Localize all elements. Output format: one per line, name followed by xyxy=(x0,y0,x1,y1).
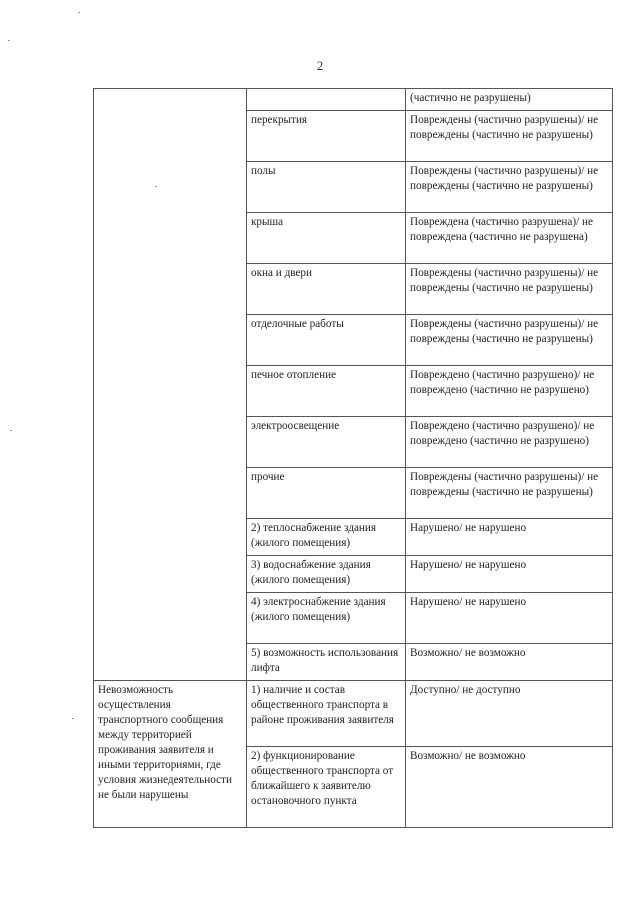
status-cell: Нарушено/ не нарушено xyxy=(406,519,613,556)
item-cell xyxy=(247,89,406,111)
status-cell: Повреждены (частично разрушены)/ не повреждены (частично не разрушены) xyxy=(406,111,613,162)
page-number: 2 xyxy=(316,58,324,73)
condition-cell: Невозможность осуществления транспортного сообщения между территорией проживания заявителя и иными территориями, где условия жизнедеятельности не были нарушены xyxy=(94,681,247,828)
status-cell: Повреждены (частично разрушены)/ не повреждены (частично не разрушены) xyxy=(406,468,613,519)
status-cell: Повреждены (частично разрушены)/ не повреждены (частично не разрушены) xyxy=(406,264,613,315)
status-cell: Повреждено (частично разрушено)/ не повреждено (частично не разрушено) xyxy=(406,366,613,417)
item-cell: отделочные работы xyxy=(247,315,406,366)
item-cell: перекрытия xyxy=(247,111,406,162)
item-cell: крыша xyxy=(247,213,406,264)
status-cell: Нарушено/ не нарушено xyxy=(406,556,613,593)
status-cell: Повреждены (частично разрушены)/ не повреждены (частично не разрушены) xyxy=(406,162,613,213)
scan-speck xyxy=(8,40,10,41)
scan-speck xyxy=(78,12,80,13)
item-cell: 2) теплоснабжение здания (жилого помещения) xyxy=(247,519,406,556)
assessment-table xyxy=(93,88,613,828)
item-cell: прочие xyxy=(247,468,406,519)
status-cell: Повреждены (частично разрушены)/ не повреждены (частично не разрушены) xyxy=(406,315,613,366)
table-row xyxy=(94,681,613,747)
item-cell: 3) водоснабжение здания (жилого помещения) xyxy=(247,556,406,593)
status-cell: Нарушено/ не нарушено xyxy=(406,593,613,644)
item-cell: печное отопление xyxy=(247,366,406,417)
item-cell: 5) возможность использования лифта xyxy=(247,644,406,681)
scan-speck xyxy=(10,430,12,431)
item-cell: 2) функционирование общественного транспорта от ближайшего к заявителю остановочного пункта xyxy=(247,747,406,828)
status-cell: Повреждено (частично разрушено)/ не повреждено (частично не разрушено) xyxy=(406,417,613,468)
item-cell: полы xyxy=(247,162,406,213)
table-row xyxy=(94,89,613,111)
scan-speck xyxy=(155,186,157,187)
status-cell: (частично не разрушены) xyxy=(406,89,613,111)
scan-speck xyxy=(72,718,74,719)
item-cell: окна и двери xyxy=(247,264,406,315)
status-cell: Возможно/ не возможно xyxy=(406,644,613,681)
condition-cell-empty xyxy=(94,89,247,681)
item-cell: 4) электроснабжение здания (жилого помещения) xyxy=(247,593,406,644)
item-cell: электроосвещение xyxy=(247,417,406,468)
status-cell: Повреждена (частично разрушена)/ не повреждена (частично не разрушена) xyxy=(406,213,613,264)
status-cell: Доступно/ не доступно xyxy=(406,681,613,747)
status-cell: Возможно/ не возможно xyxy=(406,747,613,828)
item-cell: 1) наличие и состав общественного транспорта в районе проживания заявителя xyxy=(247,681,406,747)
